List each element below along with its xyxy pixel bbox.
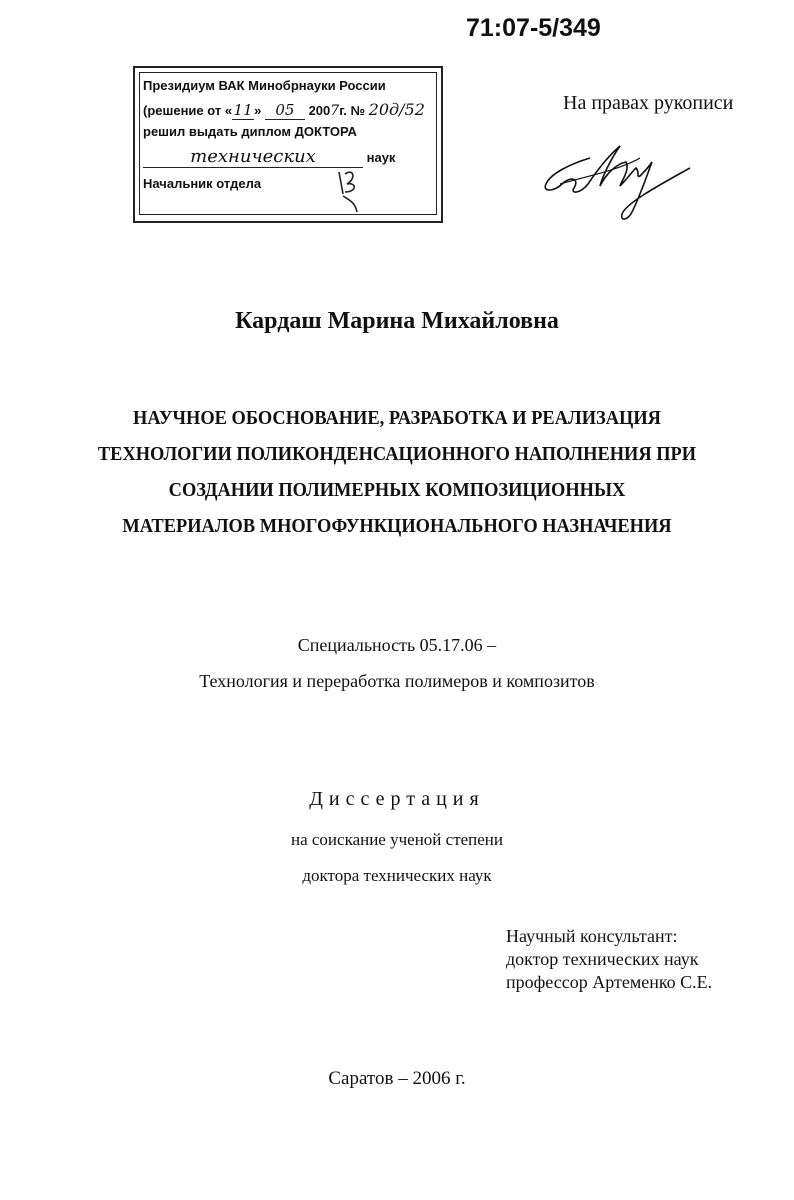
specialty-code: Специальность 05.17.06 – [297, 635, 497, 655]
stamp-quote-close: » [254, 103, 262, 118]
stamp-year-prefix: 200 [308, 103, 331, 118]
stamp-inner-frame [139, 72, 437, 215]
specialty-block [0, 627, 794, 699]
stamp-line-4 [143, 146, 395, 168]
author-signature-icon [540, 128, 710, 224]
degree-line-1: на соискание ученой степени [290, 830, 504, 849]
stamp-year-digit: 7 [330, 103, 340, 119]
stamp-field-handwritten: технических [143, 146, 363, 168]
stamp-number: 20д/52 [368, 100, 425, 119]
dissertation-label: Диссертация [309, 788, 485, 810]
stamp-line-3: решил выдать диплом ДОКТОРА [143, 124, 357, 139]
title-line: ТЕХНОЛОГИИ ПОЛИКОНДЕНСАЦИОННОГО НАПОЛНЕНИЯ ПРИ [97, 443, 697, 465]
consultant-degree: доктор технических наук [506, 949, 699, 969]
stamp-decision-prefix: (решение от « [143, 103, 233, 118]
stamp-month: 05 [265, 101, 305, 120]
consultant-label: Научный консультант: [506, 926, 678, 946]
degree-line-2: доктора технических наук [302, 866, 492, 885]
author-name: Кардаш Марина Михайловна [235, 308, 559, 334]
title-line: СОЗДАНИИ ПОЛИМЕРНЫХ КОМПОЗИЦИОННЫХ [168, 479, 626, 501]
stamp-signature-icon [331, 166, 371, 214]
place-year: Саратов – 2006 г. [328, 1068, 466, 1089]
consultant-name: профессор Артеменко С.Е. [506, 972, 713, 992]
title-line: НАУЧНОЕ ОБОСНОВАНИЕ, РАЗРАБОТКА И РЕАЛИЗАЦИЯ [133, 407, 661, 429]
stamp-field-suffix: наук [366, 150, 396, 165]
degree-block [0, 822, 794, 894]
vak-stamp [133, 66, 443, 223]
stamp-day: 11 [233, 101, 253, 119]
stamp-number-prefix: г. № [339, 103, 366, 118]
registry-code: 71:07-5/349 [466, 14, 601, 42]
stamp-line-2 [143, 100, 425, 120]
dissertation-title [32, 400, 762, 544]
title-line: МАТЕРИАЛОВ МНОГОФУНКЦИОНАЛЬНОГО НАЗНАЧЕНИЯ [122, 515, 672, 537]
rights-label: На правах рукописи [563, 92, 734, 114]
consultant-block [506, 925, 712, 994]
stamp-line-5: Начальник отдела [143, 176, 262, 191]
stamp-line-1: Президиум ВАК Минобрнауки России [143, 78, 386, 93]
specialty-name: Технология и переработка полимеров и композитов [199, 671, 595, 691]
